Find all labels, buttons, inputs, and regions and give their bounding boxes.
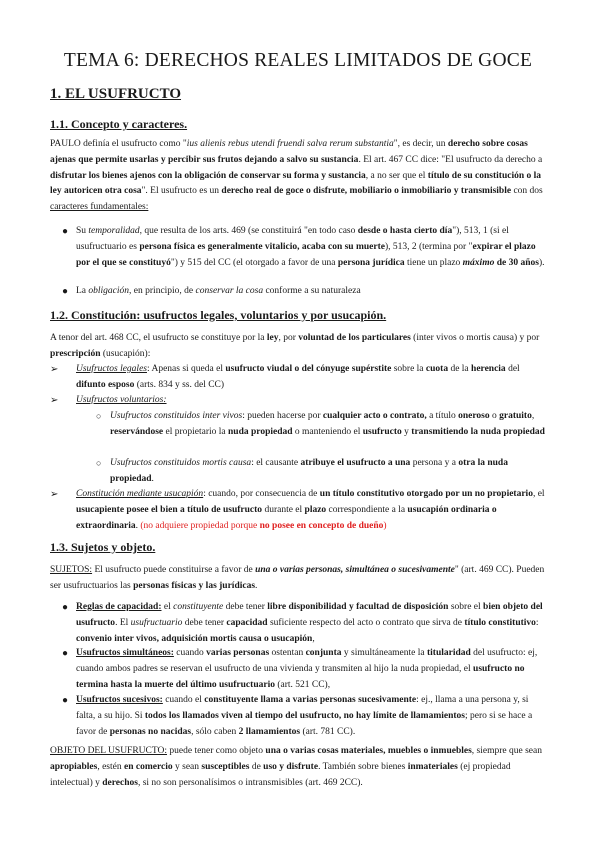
subsection-heading-concepto: 1.1. Concepto y caracteres. — [50, 117, 188, 131]
subsection-heading-sujetos: 1.3. Sujetos y objeto. — [50, 540, 156, 554]
paragraph-constitucion: A tenor del art. 468 CC, el usufructo se constituye por la ley, por voluntad de los particulares (inter vivos o mortis causa) y por prescripción (usucapión): — [50, 333, 540, 359]
circle-bullet-icon: ○ — [96, 458, 102, 468]
arrow-bullet-icon: ➢ — [50, 395, 59, 406]
bullet-dot-icon: ● — [62, 286, 69, 297]
page-title: TEMA 6: DERECHOS REALES LIMITADOS DE GOCE — [63, 50, 533, 71]
paragraph-sujetos: SUJETOS: El usufructo puede constituirse a favor de una o varias personas, simultánea o sucesivamente" (art. 469 CC). Pueden ser usufructuarios las personas físicas y las jurídicas. — [50, 565, 545, 591]
section-heading-usufructo: 1. EL USUFRUCTO — [50, 86, 182, 102]
list-item-usufructos-voluntarios: ➢ Usufructos voluntarios: — [76, 393, 546, 409]
list-item-mortis-causa: ○ Usufructos constituidos mortis causa: el causante atribuye el usufructo a una persona y a otra la nuda propiedad. — [96, 458, 508, 484]
bullet-dot-icon: ● — [62, 695, 69, 706]
list-item-inter-vivos: ○ Usufructos constituidos inter vivos: pueden hacerse por cualquier acto o contrato, a título oneroso o gratuito, reservándose el propietario la nuda propiedad o manteniendo el usufructo y transmitiendo la nuda propiedad — [96, 411, 545, 437]
list-item-sucesivos: ● Usufructos sucesivos: cuando el constituyente llama a varias personas sucesivamente: ej., llama a una persona y, si falta, a su hijo. Si todos los llamados viven al tiempo del usufructo, no hay límite de llamamientos; pero si se hace a favor de personas no nacidas, sólo caben 2 llamamientos (art. 781 CC). — [62, 695, 533, 737]
arrow-bullet-icon: ➢ — [50, 364, 59, 375]
red-note: (no adquiere propiedad porque no posee en concepto de dueño) — [140, 520, 387, 531]
bullet-dot-icon: ● — [62, 226, 69, 237]
list-item-usufructos-legales: ➢ Usufructos legales: Apenas si queda el usufructo viudal o del cónyuge supérstite sobre la cuota de la herencia del difunto esposo (arts. 834 y ss. del CC) — [50, 364, 520, 390]
bullet-dot-icon: ● — [62, 602, 69, 613]
circle-bullet-icon: ○ — [96, 411, 102, 421]
list-item-obligacion: ● La obligación, en principio, de conservar la cosa conforme a su naturaleza — [76, 284, 546, 300]
list-item-temporalidad: ● Su temporalidad, que resulta de los arts. 469 (se constituirá "en todo caso desde o hasta cierto día"), 513, 1 (si el usufructuario es persona física es generalmente vitalicio, acaba con su muerte), 513, 2 (termina por "expirar el plazo por el que se constituyó") y 515 del CC (el otorgado a favor de una persona jurídica tiene un plazo máximo de 30 años). — [62, 226, 545, 268]
subsection-heading-constitucion: 1.2. Constitución: usufructos legales, voluntarios y por usucapión. — [50, 308, 387, 322]
list-item-simultaneos: ● Usufructos simultáneos: cuando varias personas ostentan conjunta y simultáneamente la titularidad del usufructo: ej, cuando ambos padres se reservan el usufructo de una vivienda y transmiten al hijo la nuda propiedad, el usufructo no termina hasta la muerte del último usufructuario (art. 521 CC), — [62, 648, 538, 690]
bullet-dot-icon: ● — [62, 648, 69, 659]
paragraph-concepto: PAULO definía el usufructo como "ius alienis rebus utendi fruendi salva rerum substantia", es decir, un derecho sobre cosas ajenas que permite usarlas y percibir sus frutos dejando a salvo su sustancia. El art. 467 CC dice: "El usufructo da derecho a disfrutar los bienes ajenos con la obligación de conservar su forma y sustancia, a no ser que el título de su constitución o la ley autoricen otra cosa". El usufructo es un derecho real de goce o disfrute, mobiliario o inmobiliario y transmisible con dos caracteres fundamentales: — [50, 139, 543, 213]
list-item-reglas-capacidad: ● Reglas de capacidad: el constituyente debe tener libre disponibilidad y facultad de disposición sobre el bien objeto del usufructo. El usufructuario debe tener capacidad suficiente respecto del acto o contrato que sirva de título constitutivo: convenio inter vivos, adquisición mortis causa o usucapión, — [62, 602, 543, 644]
paragraph-objeto: OBJETO DEL USUFRUCTO: puede tener como objeto una o varias cosas materiales, muebles o inmuebles, siempre que sean apropiables, estén en comercio y sean susceptibles de uso y disfrute. También sobre bienes inmateriales (ej propiedad intelectual) y derechos, si no son personalísimos o intransmisibles (art. 469 2CC). — [50, 746, 542, 788]
list-item-usucapion: ➢ Constitución mediante usucapión: cuando, por consecuencia de un título constitutivo otorgado por un no propietario, el usucapiente posee el bien a título de usufructo durante el plazo correspondiente a la usucapión ordinaria o extraordinaria. (no adquiere propiedad porque no posee en concepto de dueño) — [50, 489, 545, 531]
arrow-bullet-icon: ➢ — [50, 489, 59, 500]
